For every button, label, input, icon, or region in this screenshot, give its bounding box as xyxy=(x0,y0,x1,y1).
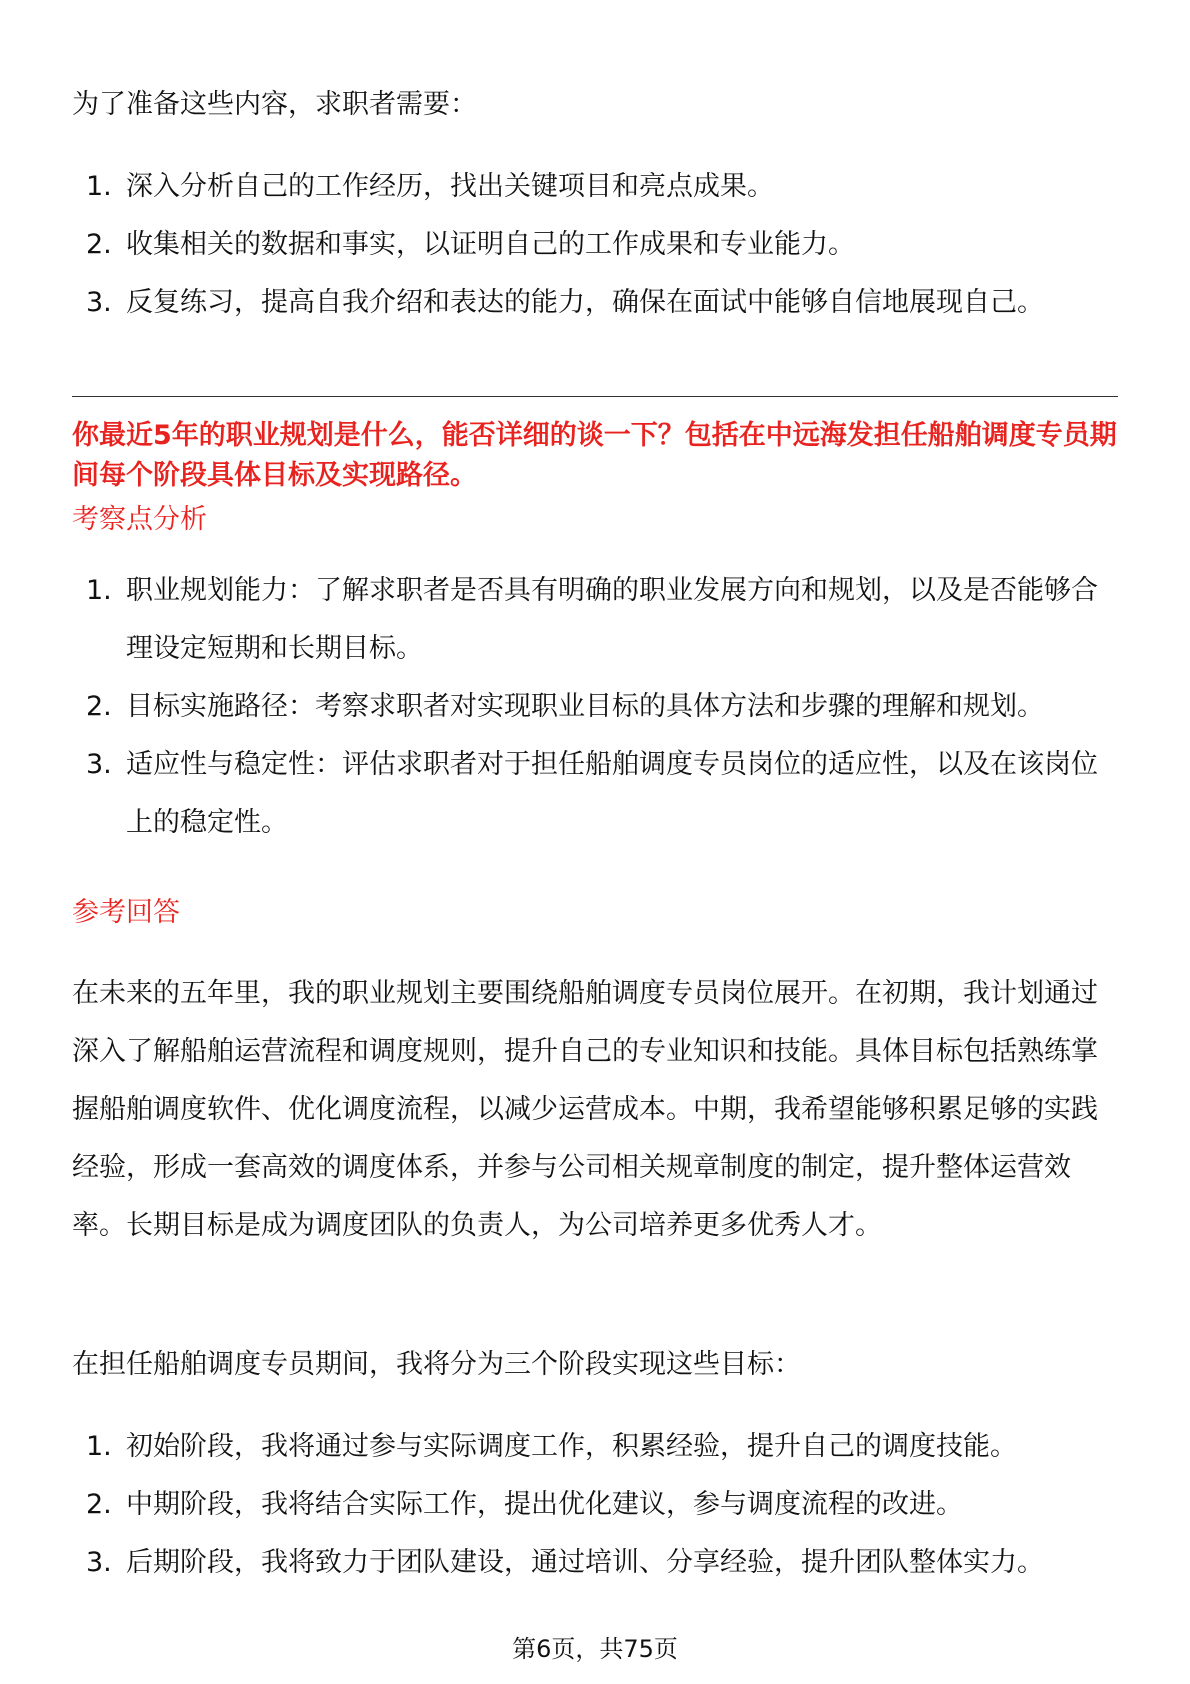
list-item xyxy=(72,678,1118,736)
list-number: 2. xyxy=(86,229,112,260)
list-item-text: 反复练习，提高自我介绍和表达的能力，确保在面试中能够自信地展现自己。 xyxy=(126,287,1044,318)
answer-list xyxy=(72,1418,1118,1592)
section-divider xyxy=(72,396,1118,397)
answer-title: 参考回答 xyxy=(72,897,180,928)
question-heading: 你最近5年的职业规划是什么，能否详细的谈一下？包括在中远海发担任船舶调度专员期间每个阶段具体目标及实现路径。 xyxy=(72,420,1117,491)
list-item-text: 后期阶段，我将致力于团队建设，通过培训、分享经验，提升团队整体实力。 xyxy=(126,1547,1044,1578)
list-number: 2. xyxy=(86,1489,112,1520)
list-item-text: 适应性与稳定性：评估求职者对于担任船舶调度专员岗位的适应性，以及在该岗位上的稳定性。 xyxy=(126,749,1098,838)
list-item-text: 初始阶段，我将通过参与实际调度工作，积累经验，提升自己的调度技能。 xyxy=(126,1431,1017,1462)
list-item-text: 深入分析自己的工作经历，找出关键项目和亮点成果。 xyxy=(126,171,774,202)
list-item xyxy=(72,1476,1118,1534)
answer-paragraph-2: 在担任船舶调度专员期间，我将分为三个阶段实现这些目标： xyxy=(72,1349,801,1380)
page-number: 第6页，共75页 xyxy=(512,1635,678,1663)
list-item xyxy=(72,274,1118,332)
list-item-text: 职业规划能力：了解求职者是否具有明确的职业发展方向和规划，以及是否能够合理设定短期和长期目标。 xyxy=(126,575,1098,664)
list-item-text: 目标实施路径：考察求职者对实现职业目标的具体方法和步骤的理解和规划。 xyxy=(126,691,1044,722)
list-number: 3. xyxy=(86,287,112,318)
list-item xyxy=(72,1534,1118,1592)
list-item xyxy=(72,158,1118,216)
list-item xyxy=(72,216,1118,274)
list-number: 3. xyxy=(86,749,112,780)
list-item-text: 中期阶段，我将结合实际工作，提出优化建议，参与调度流程的改进。 xyxy=(126,1489,963,1520)
list-item xyxy=(72,736,1118,852)
intro-list xyxy=(72,158,1118,332)
list-number: 3. xyxy=(86,1547,112,1578)
list-number: 2. xyxy=(86,691,112,722)
list-item xyxy=(72,1418,1118,1476)
list-item-text: 收集相关的数据和事实，以证明自己的工作成果和专业能力。 xyxy=(126,229,855,260)
list-item xyxy=(72,562,1118,678)
analysis-title: 考察点分析 xyxy=(72,504,207,535)
intro-text: 为了准备这些内容，求职者需要： xyxy=(72,89,477,120)
answer-paragraph-1: 在未来的五年里，我的职业规划主要围绕船舶调度专员岗位展开。在初期，我计划通过深入了解船舶运营流程和调度规则，提升自己的专业知识和技能。具体目标包括熟练掌握船舶调度软件、优化调度流程，以减少运营成本。中期，我希望能够积累足够的实践经验，形成一套高效的调度体系，并参与公司相关规章制度的制定，提升整体运营效率。长期目标是成为调度团队的负责人，为公司培养更多优秀人才。 xyxy=(72,978,1098,1241)
analysis-list xyxy=(72,562,1118,852)
list-number: 1. xyxy=(86,575,112,606)
list-number: 1. xyxy=(86,1431,112,1462)
list-number: 1. xyxy=(86,171,112,202)
